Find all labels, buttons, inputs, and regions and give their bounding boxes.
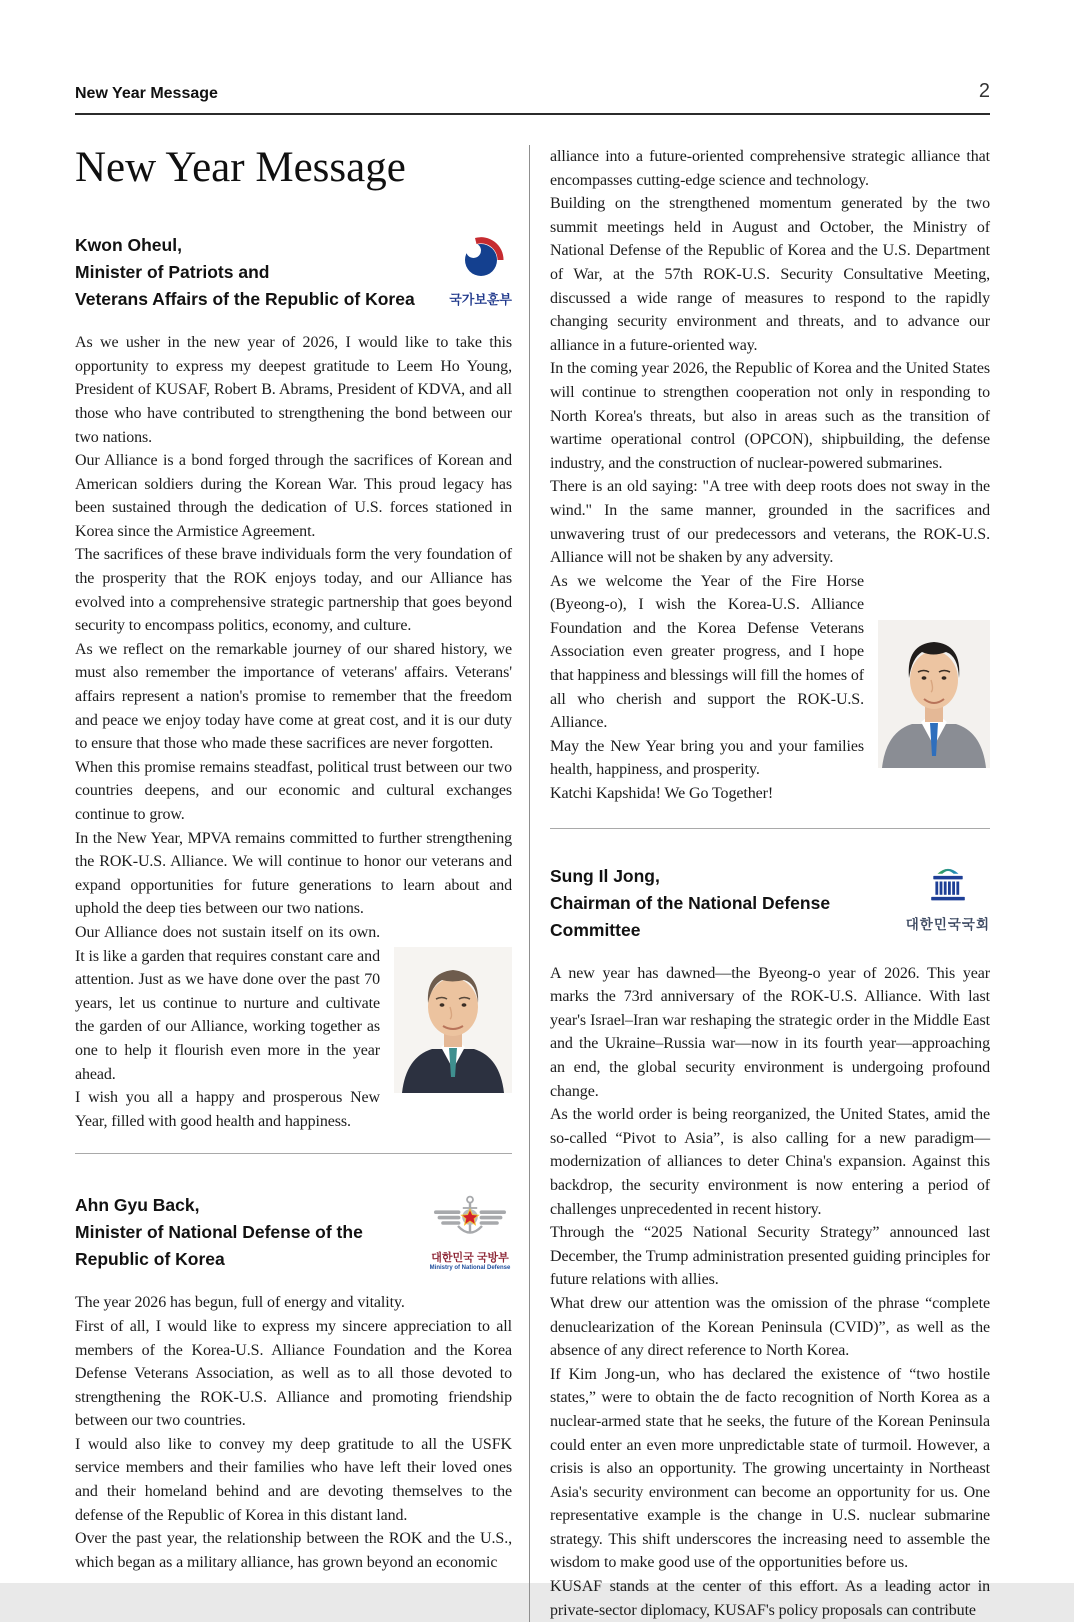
author-title-line: Minister of Patriots and <box>75 262 270 283</box>
author-title-line: Veterans Affairs of the Republic of Korea <box>75 289 415 310</box>
sung-message-body <box>550 962 990 1622</box>
ahn-message-body-left <box>75 1291 512 1574</box>
author-title-line: Republic of Korea <box>75 1249 225 1270</box>
author-block-kwon <box>75 232 512 313</box>
section-divider <box>75 1153 512 1154</box>
paragraph: What drew our attention was the omission of the phrase “complete denuclearization of the Korean Peninsula (CVID)”, as well as the absence of any direct reference to North Korea. <box>550 1294 990 1360</box>
page-number: 2 <box>978 80 990 102</box>
paragraph: As we reflect on the remarkable journey of our shared history, we must also remember the importance of veterans' affairs. Veterans' affairs represent a nation's promise to remember that the freedom and peace we enjoy today have come at great cost, and it is our duty to ensure that those who made these sacrifices are never forgotten. <box>75 640 512 753</box>
paragraph: The year 2026 has begun, full of energy and vitality. <box>75 1294 405 1312</box>
paragraph: As we welcome the Year of the Fire Horse (Byeong-o), I wish the Korea-U.S. Alliance Foundation and the Korea Defense Veterans Association even greater progress, and I hope that happiness and blessings will fill the homes of all who cherish and support the ROK-U.S. Alliance. <box>550 572 864 732</box>
paragraph: KUSAF stands at the center of this effort. As a leading actor in private-sector diplomacy, KUSAF's policy proposals can contribute <box>550 1578 990 1619</box>
page-header <box>75 80 990 115</box>
paragraph: May the New Year bring you and your families health, happiness, and prosperity. <box>550 737 864 779</box>
ahn-message-body-right <box>550 145 990 806</box>
paragraph: I would also like to convey my deep gratitude to all the USFK service members and their families who have left their loved ones and their homeland behind and are devoting themselves to the defense of the Republic of Korea in this distant land. <box>75 1435 512 1524</box>
author-heading <box>550 863 906 944</box>
paragraph: I wish you all a happy and prosperous New Year, filled with good health and happiness. <box>75 1089 380 1130</box>
paragraph: When this promise remains steadfast, political trust between our two countries deepens, and our economic and cultural exchanges continue to grow. <box>75 758 512 824</box>
assembly-emblem-icon <box>913 863 983 907</box>
ahn-portrait-illustration <box>878 620 990 768</box>
mnd-logo-caption-ko: 대한민국 국방부 <box>431 1252 509 1265</box>
author-title-line: Minister of National Defense of the <box>75 1222 363 1243</box>
right-column <box>529 145 990 1622</box>
mnd-logo <box>428 1192 512 1271</box>
paragraph: Katchi Kapshida! We Go Together! <box>550 785 774 803</box>
running-header-title: New Year Message <box>75 85 218 102</box>
two-column-layout <box>75 145 990 1622</box>
section-divider <box>550 828 990 829</box>
paragraph: A new year has dawned—the Byeong-o year of 2026. This year marks the 73rd anniversary of the ROK-U.S. Alliance. With last year's Israel–Iran war reshaping the strategic order in the Middle East and the Ukraine–Russia war—now in its fourth year—approaching an end, the global security environment is undergoing profound change. <box>550 964 990 1100</box>
author-block-ahn <box>75 1192 512 1273</box>
paragraph: Through the “2025 National Security Strategy” announced last December, the Trump administration presented guiding principles for future relations with allies. <box>550 1224 990 1289</box>
mpva-logo <box>449 232 512 308</box>
kwon-portrait-illustration <box>394 947 512 1093</box>
paragraph: As we usher in the new year of 2026, I would like to take this opportunity to express my deepest gratitude to Leem Ho Young, President of KUSAF, Robert B. Abrams, President of KDVA, and all those who have contributed to strengthening the bond between our two nations. <box>75 334 512 446</box>
paragraph: Over the past year, the relationship between the ROK and the U.S., which began as a military alliance, has grown beyond an economic <box>75 1530 512 1571</box>
paragraph: If Kim Jong-un, who has declared the existence of “two hostile states,” were to obtain the de facto recognition of North Korea as a nuclear-armed state that he seeks, the future of the Korean Peninsula could enter an even more unpredictable state of turmoil. However, a crisis is also an opportunity. The growing uncertainty in Northeast Asia's security environment can become an opportunity for us. One representative example is the change in U.S. nuclear submarine strategy. This shift underscores the increasing need to assemble the wisdom to make good use of the opportunities before us. <box>550 1365 990 1572</box>
ahn-portrait-photo <box>878 620 990 768</box>
assembly-logo-caption: 대한민국국회 <box>905 916 990 932</box>
mpva-emblem-icon <box>456 232 506 282</box>
paragraph: There is an old saying: "A tree with deep roots does not sway in the wind." In the same manner, grounded in the sacrifices and unwavering trust of our predecessors and veterans, the ROK-U.S. Alliance will not be shaken by any adversity. <box>550 478 990 567</box>
author-heading <box>75 1192 428 1273</box>
paragraph: alliance into a future-oriented comprehensive strategic alliance that encompasses cutting-edge science and technology. <box>550 148 990 189</box>
kwon-portrait-photo <box>394 947 512 1093</box>
mpva-logo-caption: 국가보훈부 <box>449 292 512 308</box>
paragraph: Our Alliance is a bond forged through the sacrifices of Korean and American soldiers during the Korean War. This proud legacy has been sustained through the dedication of U.S. forces stationed in Korea since the Armistice Agreement. <box>75 452 512 540</box>
article-title: New Year Message <box>75 144 406 191</box>
kwon-message-body <box>75 331 512 1133</box>
mnd-emblem-icon <box>428 1192 512 1242</box>
paragraph: Our Alliance does not sustain itself on its own. It is like a garden that requires constant care and attention. Just as we have done over the past 70 years, let us continue to nurture and cultivate the garden of our Alliance, working together as one to help it flourish even more in the year ahead. <box>75 923 380 1083</box>
paragraph: Building on the strengthened momentum generated by the two summit meetings held in August and October, the Ministry of National Defense of the Republic of Korea and the U.S. Department of War, at the 57th ROK-U.S. Security Consultative Meeting, discussed a wide range of measures to respond to the rapidly changing security environment and threats, and to advance our alliance in a future-oriented way. <box>550 195 990 354</box>
paragraph: In the coming year 2026, the Republic of Korea and the United States will continue to strengthen cooperation not only in responding to North Korea's threats, but also in areas such as the transition of wartime operational control (OPCON), shipbuilding, the defense industry, and the construction of nuclear-powered submarines. <box>550 360 990 472</box>
paragraph: As the world order is being reorganized, the United States, amid the so-called “Pivot to Asia”, is also calling for a new paradigm—modernization of alliances to deter China's expansion. Against this backdrop, the security environment is now entering a period of challenges unprecedented in recent history. <box>550 1106 990 1218</box>
paragraph: The sacrifices of these brave individuals form the very foundation of the prosperity that the ROK enjoys today, and our Alliance has evolved into a comprehensive strategic partnership that goes beyond security to encompass politics, economy, and culture. <box>75 546 512 635</box>
assembly-logo <box>906 863 990 933</box>
author-name: Kwon Oheul, <box>75 235 182 256</box>
paragraph: In the New Year, MPVA remains committed to further strengthening the ROK-U.S. Alliance. We will continue to honor our veterans and expand opportunities for future generations to learn about and uphold the deep ties between our two nations. <box>75 829 512 918</box>
author-name: Sung Il Jong, <box>550 865 660 886</box>
left-column <box>75 145 529 1622</box>
paragraph: First of all, I would like to express my sincere appreciation to all members of the Korea-U.S. Alliance Foundation and the Korea Defense Veterans Association, as well as to all those devoted to strengthening the ROK-U.S. Alliance and promoting friendship between our two countries. <box>75 1317 512 1430</box>
author-block-sung <box>550 863 990 944</box>
author-heading <box>75 232 449 313</box>
author-title-line: Chairman of the National Defense Committee <box>550 892 831 940</box>
author-name: Ahn Gyu Back, <box>75 1195 200 1216</box>
mnd-logo-caption-en: Ministry of National Defense <box>429 1265 511 1272</box>
